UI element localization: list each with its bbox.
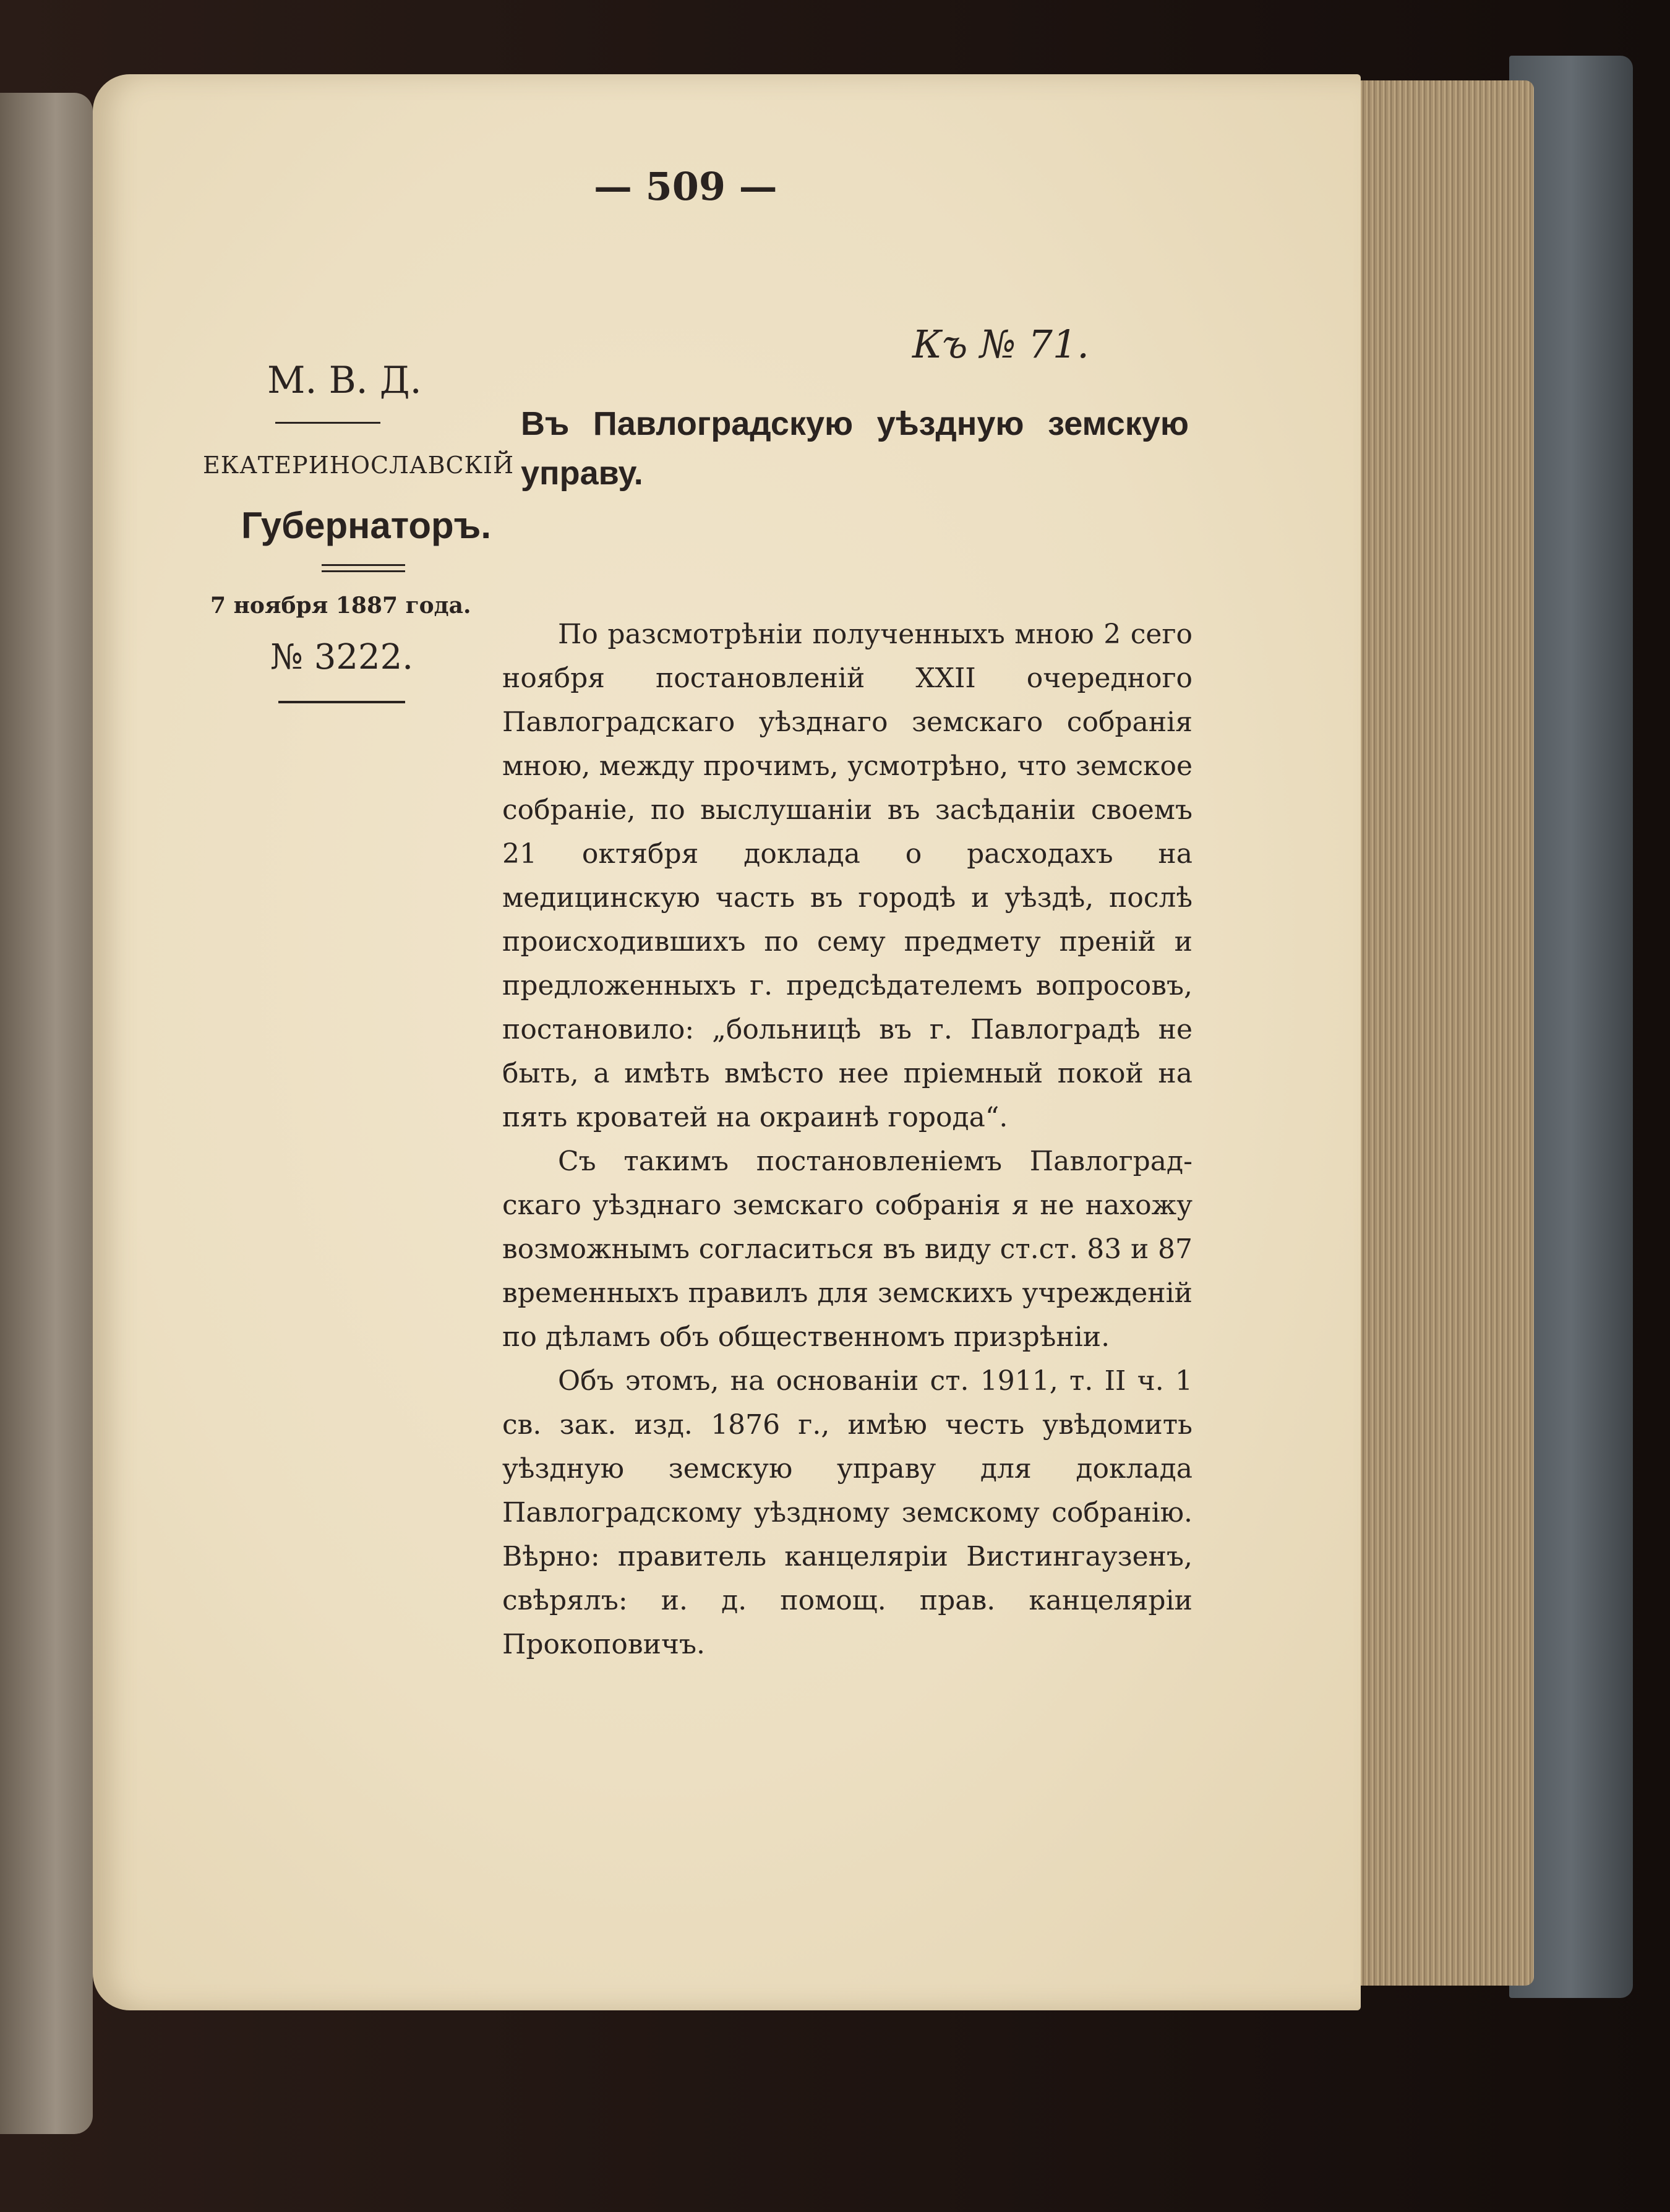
letter-number: № 3222. [270, 637, 414, 677]
paragraph: Объ этомъ, на основаніи ст. 1911, т. II ч. 1 св. зак. изд. 1876 г., имѣю честь увѣдомить уѣздную земскую управу для доклада Павлоградскому уѣздному земскому собранію. Вѣрно: правитель канцеляріи Вистингаузенъ, свѣрялъ: и. д. помощ. прав. канцеляріи Прокоповичъ. [502, 1365, 1193, 1660]
double-rule-bottom [322, 570, 405, 572]
page-block-edge [1348, 80, 1534, 1986]
paragraph: По разсмотрѣніи полученныхъ мною 2 сего ноября постановленій XXII очередного Павлоградскаго уѣзднаго земскаго собранія мною, между прочимъ, усмотрѣно, что земское собраніе, по выслушаніи въ засѣданіи своемъ 21 октября доклада о расходахъ на медицинскую часть въ городѣ и уѣздѣ, послѣ происходившихъ по сему предмету преній и предложенныхъ г. предсѣдателемъ вопросовъ, постановило: „больницѣ въ г. Павлоградѣ не быть, а имѣть вмѣсто нее пріемный покой на пять кроватей на окраинѣ города“. [502, 619, 1193, 1133]
province-name: ЕКАТЕРИНОСЛАВСКІЙ [203, 452, 515, 479]
reference-number: Къ № 71. [912, 322, 1089, 367]
ornament-rule [278, 701, 405, 703]
ministry-abbreviation: М. В. Д. [267, 359, 422, 402]
letter-date: 7 ноября 1887 года. [210, 593, 471, 619]
separator-line [275, 422, 380, 424]
letter-body [502, 612, 1193, 1666]
paragraph: Съ такимъ постановленіемъ Павлоградскаго уѣзднаго земскаго собранія я не нахожу возможнымъ согласиться въ виду ст.ст. 83 и 87 временныхъ правилъ для земскихъ учрежденій по дѣламъ объ общественномъ призрѣніи. [502, 1146, 1193, 1353]
left-page-edge [0, 93, 93, 2134]
double-rule-top [322, 564, 405, 566]
page-number: — 509 — [594, 164, 777, 209]
governor-title: Губернаторъ. [241, 505, 492, 546]
addressee-heading: Въ Павлоградскую уѣздную земскую управу. [521, 405, 1189, 492]
